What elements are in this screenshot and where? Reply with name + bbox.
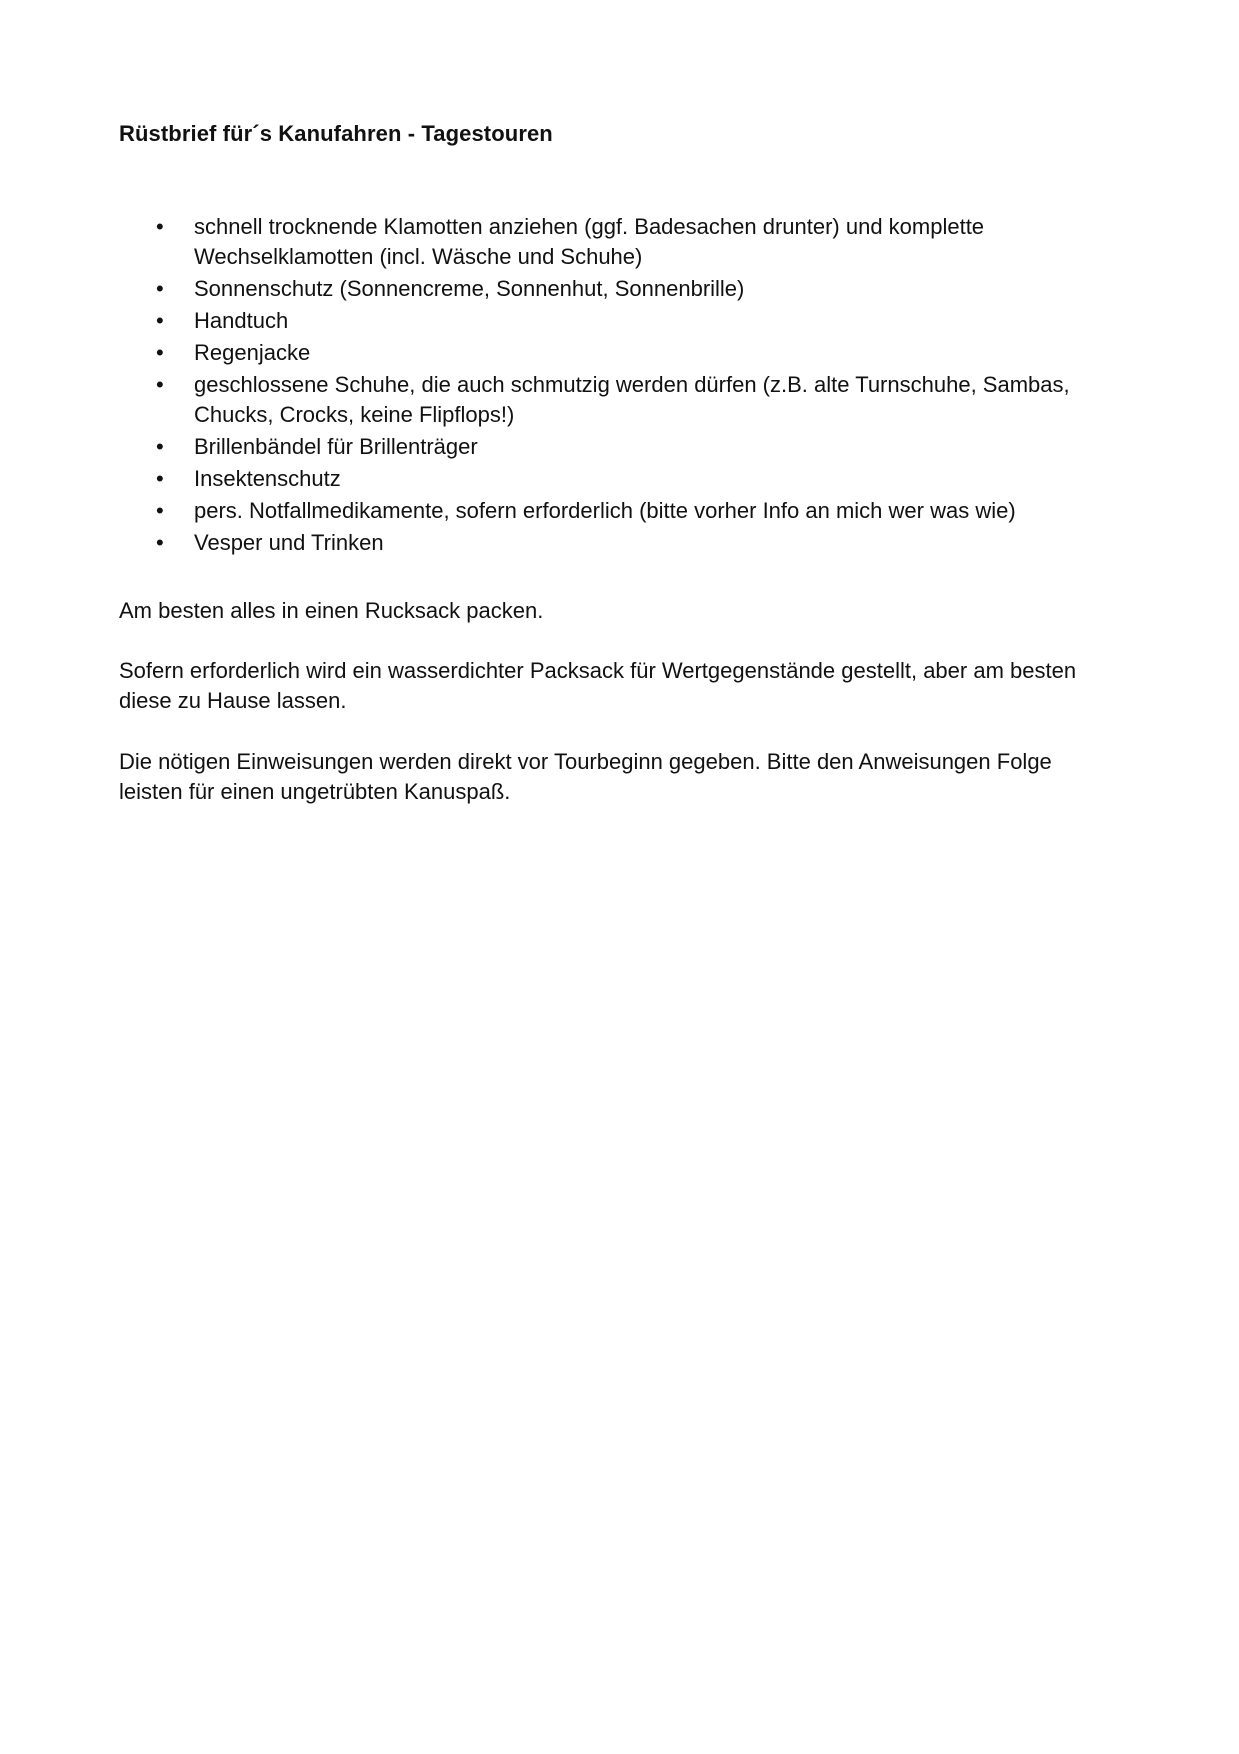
paragraph: Die nötigen Einweisungen werden direkt vor Tourbeginn gegeben. Bitte den Anweisungen Folge leisten für einen ungetrübten Kanuspaß. <box>119 749 1052 804</box>
list-item-text: Insektenschutz <box>194 466 341 491</box>
list-item <box>119 370 1119 430</box>
document-title: Rüstbrief für´s Kanufahren - Tagestouren <box>119 121 553 146</box>
list-item <box>119 496 1119 526</box>
list-item <box>119 432 1119 462</box>
list-item <box>119 338 1119 368</box>
list-item <box>119 306 1119 336</box>
list-item <box>119 212 1119 272</box>
list-item-text: geschlossene Schuhe, die auch schmutzig werden dürfen (z.B. alte Turnschuhe, Sambas, Chucks, Crocks, keine Flipflops!) <box>194 372 1070 427</box>
paragraph: Sofern erforderlich wird ein wasserdichter Packsack für Wertgegenstände gestellt, aber am besten diese zu Hause lassen. <box>119 658 1077 713</box>
bullet-icon: • <box>156 340 164 365</box>
bullet-icon: • <box>156 308 164 333</box>
packing-list <box>119 212 1119 560</box>
list-item <box>119 274 1119 304</box>
bullet-icon: • <box>156 434 164 459</box>
list-item <box>119 464 1119 494</box>
list-item-text: Brillenbändel für Brillenträger <box>194 434 478 459</box>
list-item-text: pers. Notfallmedikamente, sofern erforderlich (bitte vorher Info an mich wer was wie) <box>194 498 1016 523</box>
paragraph: Am besten alles in einen Rucksack packen. <box>119 598 544 623</box>
bullet-icon: • <box>156 466 164 491</box>
list-item <box>119 528 1119 558</box>
bullet-icon: • <box>156 498 164 523</box>
bullet-icon: • <box>156 276 164 301</box>
list-item-text: Regenjacke <box>194 340 311 365</box>
list-item-text: schnell trocknende Klamotten anziehen (ggf. Badesachen drunter) und komplette Wechselklamotten (incl. Wäsche und Schuhe) <box>194 214 985 269</box>
bullet-icon: • <box>156 530 164 555</box>
bullet-icon: • <box>156 214 164 239</box>
list-item-text: Sonnenschutz (Sonnencreme, Sonnenhut, Sonnenbrille) <box>194 276 745 301</box>
bullet-icon: • <box>156 372 164 397</box>
list-item-text: Vesper und Trinken <box>194 530 384 555</box>
list-item-text: Handtuch <box>194 308 289 333</box>
